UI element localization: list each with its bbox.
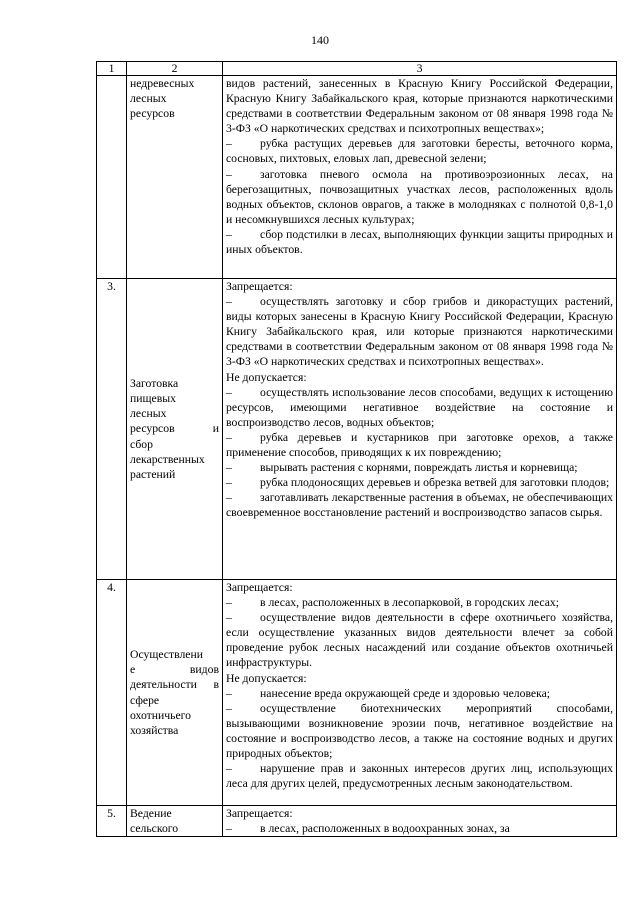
restriction-paragraph: видов растений, занесенных в Красную Книгу Российской Федерации, Красную Книгу Забайкальского края, которые признаются наркотическими средствами в соответствии Федеральным законом от 08 января 1998 года № 3-ФЗ «О наркотических средствах и психотропных веществах»; [226, 77, 613, 136]
restriction-item-text: заготавливать лекарственные растения в объемах, не обеспечивающих своевременное восстановление растений и воспроизводство запасов сырья. [226, 491, 613, 520]
activity-name-line: Осуществлени [130, 648, 203, 662]
restriction-item [226, 821, 613, 836]
dash-bullet: – [226, 461, 232, 475]
restriction-item-text: осуществлять использование лесов способами, ведущих к истощению ресурсов, имеющими негативное воздействие на состояние и воспроизводство лесов, водных объектов; [226, 385, 613, 429]
activity-name-line: деятельности в [130, 678, 219, 692]
dash-bullet: – [226, 227, 232, 241]
restriction-paragraph: Запрещается: [226, 280, 293, 293]
row-number [97, 76, 127, 279]
activity-name-line: сельского [130, 822, 179, 836]
dash-bullet: – [226, 476, 232, 490]
restriction-item [226, 294, 613, 369]
dash-bullet: – [226, 822, 232, 836]
page-number: 140 [311, 33, 329, 47]
activity-name-line: недревесных [130, 77, 195, 90]
table-row [97, 279, 617, 580]
restriction-item-text: в лесах, расположенных в лесопарковой, в городских лесах; [260, 596, 560, 610]
restrictions-table [96, 61, 617, 837]
dash-bullet: – [226, 611, 232, 625]
dash-bullet: – [226, 430, 232, 444]
activity-name-line: Заготовка [130, 377, 179, 391]
activity-name-line: растений [130, 467, 176, 481]
header-col-2: 2 [127, 62, 223, 76]
restrictions-text [223, 806, 617, 837]
table-header-row [97, 62, 617, 76]
activity-name-line: лекарственных [130, 452, 205, 466]
activity-name [127, 279, 223, 580]
restriction-item-text: осуществление биотехнических мероприятий способами, вызывающими возникновение эрозии почв, негативное воздействие на состояние и воспроизводство лесов, а также на состояние водных и других природных объектов; [226, 701, 613, 761]
header-col-1: 1 [97, 62, 127, 76]
row-number: 3. [97, 279, 127, 580]
activity-name-line: Ведение [130, 807, 172, 820]
restriction-item-text: нарушение прав и законных интересов других лиц, использующих леса для других целей, предусмотренных лесным законодательством. [226, 762, 613, 791]
activity-name-line: сбор [130, 437, 153, 451]
dash-bullet: – [226, 701, 232, 715]
restriction-item [226, 686, 613, 701]
row-number: 4. [97, 580, 127, 806]
activity-name-line: ресурсов и [130, 422, 219, 436]
activity-name-line: ресурсов [130, 107, 175, 121]
dash-bullet: – [226, 762, 232, 776]
activity-name [127, 806, 223, 837]
restrictions-text [223, 580, 617, 806]
dash-bullet: – [226, 295, 232, 309]
activity-name-line: охотничьего [130, 708, 191, 722]
restriction-item-text: в лесах, расположенных в водоохранных зонах, за [260, 822, 510, 836]
restriction-item-text: вырывать растения с корнями, повреждать листья и корневища; [260, 461, 578, 475]
restriction-item [226, 595, 613, 610]
restriction-item-text: сбор подстилки в лесах, выполняющих функции защиты природных и иных объектов. [226, 227, 613, 257]
dash-bullet: – [226, 167, 232, 181]
restriction-item-text: рубка плодоносящих деревьев и обрезка ветвей для заготовки плодов; [260, 476, 610, 490]
restriction-paragraph: Не допускается: [226, 370, 307, 384]
restriction-item-text: нанесение вреда окружающей среде и здоровью человека; [260, 686, 551, 700]
restrictions-text [223, 279, 617, 580]
activity-name-line: хозяйства [130, 723, 179, 737]
row-number: 5. [97, 806, 127, 837]
activity-name-line: лесных [130, 407, 167, 421]
restriction-item [226, 167, 613, 227]
restriction-item [226, 475, 613, 490]
dash-bullet: – [226, 686, 232, 700]
restriction-item [226, 761, 613, 791]
table-row [97, 580, 617, 806]
restriction-item [226, 385, 613, 430]
restriction-item-text: заготовка пневого осмола на противоэрозионных лесах, на берегозащитных, почвозащитных участках лесов, расположенных вдоль водных объектов, склонов оврагов, а также в молодняках с полнотой 0,8-1,0 и несомкнувшихся лесных культурах; [226, 167, 613, 226]
restriction-item-text: рубка растущих деревьев для заготовки бересты, веточного корма, сосновых, пихтовых, еловых лап, древесной зелени; [226, 137, 613, 166]
dash-bullet: – [226, 596, 232, 610]
table-row [97, 806, 617, 837]
activity-name-line: лесных [130, 92, 167, 106]
restrictions-text [223, 76, 617, 279]
dash-bullet: – [226, 491, 232, 505]
restriction-item [226, 460, 613, 475]
restriction-item [226, 430, 613, 460]
activity-name [127, 580, 223, 806]
restriction-item [226, 490, 613, 520]
restriction-item-text: рубка деревьев и кустарников при заготовке орехов, а также применение способов, приводящих к их повреждению; [226, 430, 613, 460]
table-row [97, 76, 617, 279]
restriction-item [226, 227, 613, 257]
restriction-item [226, 610, 613, 670]
restriction-item-text: осуществлять заготовку и сбор грибов и дикорастущих растений, виды которых занесены в Красную Книгу Российской Федерации, Красную Книгу Забайкальского края, или которые признаются наркотическими средствами в соответствии Федеральным законом от 08 января 1998 года № 3-ФЗ «О наркотических средствах и психотропных веществах». [226, 295, 613, 369]
header-col-3: 3 [223, 62, 617, 76]
restriction-paragraph: Запрещается: [226, 581, 293, 594]
activity-name [127, 76, 223, 279]
activity-name-line: е видов [130, 663, 219, 677]
restriction-paragraph: Запрещается: [226, 807, 293, 820]
restriction-item [226, 136, 613, 166]
restriction-paragraph: Не допускается: [226, 671, 307, 685]
restriction-item [226, 701, 613, 761]
dash-bullet: – [226, 137, 232, 151]
restriction-item-text: осуществление видов деятельности в сфере охотничьего хозяйства, если осуществление указанных видов деятельности влечет за собой проведение рубок лесных насаждений или создание объектов охотничьей инфраструктуры. [226, 611, 613, 670]
activity-name-line: сфере [130, 693, 160, 707]
dash-bullet: – [226, 385, 232, 399]
activity-name-line: пищевых [130, 392, 176, 406]
